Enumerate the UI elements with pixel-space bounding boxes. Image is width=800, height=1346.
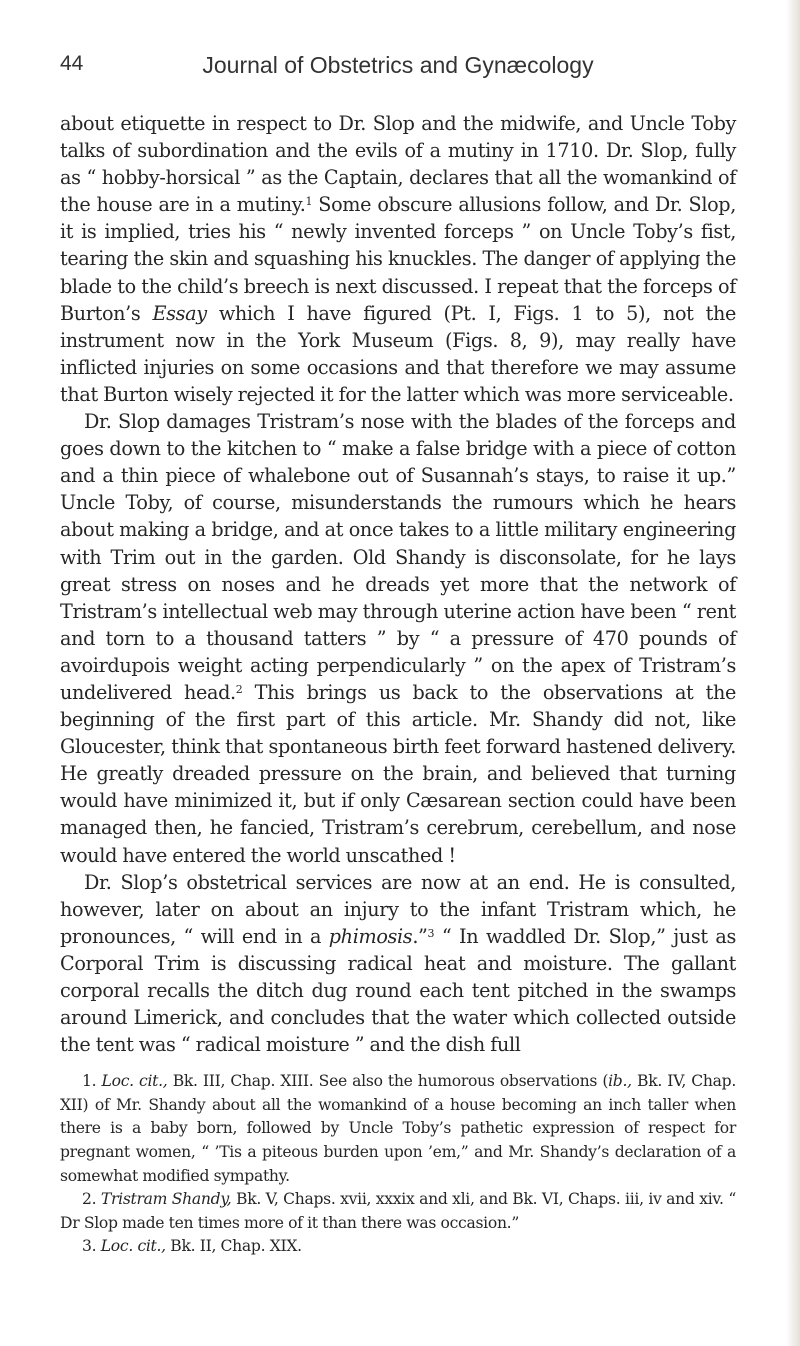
essay-title: Essay <box>152 301 207 325</box>
paragraph-2 <box>60 408 736 869</box>
footnote-ref-1: 1 <box>305 195 313 209</box>
paragraph-3-text-a: Dr. Slop’s obstetrical services are now at an end. He is consulted, however, later on about an injury to the infant Tristram which, he pronounces, “ will end in a <box>60 870 736 948</box>
article-body <box>60 110 736 1058</box>
footnote-3-number: 3. <box>82 1237 97 1256</box>
footnote-ref-2: 2 <box>235 682 243 696</box>
paragraph-2-text-a: Dr. Slop damages Tristram’s nose with the blades of the forceps and goes down to the kitchen to “ make a false bridge with a piece of cotton and a thin piece of whalebone out of Susannah’s stays, to raise it up.” Uncle Toby, of course, misunderstands the rumours which he hears about making a bridge, and at once takes to a little military engineering with Trim out in the garden. Old Shandy is disconsolate, for he lays great stress on noses and he dreads yet more that the network of Tristram’s intellectual web may through uterine action have been “ rent and torn to a thousand tatters ” by “ a pressure of 470 pounds of avoirdupois weight acting perpendicularly ” on the apex of Tristram’s undelivered head. <box>60 410 736 704</box>
paragraph-2-text-b: This brings us back to the observations at the beginning of the first part of this article. Mr. Shandy did not, like Gloucester, think that spontaneous birth feet forward hastened delivery. He greatly dreaded pressure on the brain, and believed that turning would have minimized it, but if only Cæsarean section could have been managed then, he fancied, Tristram’s cerebrum, cerebellum, and nose would have entered the world unscathed ! <box>60 680 736 867</box>
page-number: 44 <box>60 52 84 75</box>
journal-title: Journal of Obstetrics and Gynæcology <box>202 52 594 78</box>
footnote-2-number: 2. <box>82 1190 97 1209</box>
footnote-3 <box>60 1235 736 1259</box>
paragraph-1-text-b: Some obscure allusions follow, and Dr. Slop, it is implied, tries his “ newly invented forceps ” on Uncle Toby’s fist, tearing the skin and squashing his knuckles. The danger of applying the blade to the child’s breech is next discussed. I repeat that the forceps of Burton’s <box>60 193 736 325</box>
scan-edge-shadow <box>786 0 800 1346</box>
footnote-2-text: Bk. V, Chaps. xvii, xxxix and xli, and Bk. VI, Chaps. iii, iv and xiv. “ Dr Slop made ten times more of it than there was occasion.” <box>60 1190 736 1232</box>
paragraph-1-text-a: about etiquette in respect to Dr. Slop and the midwife, and Uncle Toby talks of subordination and the evils of a mutiny in 1710. Dr. Slop, fully as “ hobby-horsical ” as the Captain, declares that all the womankind of the house are in a mutiny. <box>60 112 736 217</box>
footnote-3-text: Bk. II, Chap. XIX. <box>165 1237 302 1256</box>
footnotes <box>60 1070 736 1259</box>
footnote-ref-3: 3 <box>427 926 435 940</box>
paragraph-3-text-c: “ In waddled Dr. Slop,” just as Corporal Trim is discussing radical heat and moisture. The gallant corporal recalls the ditch dug round each tent pitched in the swamps around Limerick, and concludes that the water which collected outside the tent was “ radical moisture ” and the dish full <box>60 924 736 1057</box>
footnote-3-citation: Loc. cit., <box>100 1237 166 1256</box>
footnote-1-text-b: Bk. IV, Chap. XII) of Mr. Shandy about all the womankind of a house becoming an inch taller when there is a baby born, followed by Uncle Toby’s pathetic expression of respect for pregnant women, “ ’Tis a piteous burden upon ’em,” and Mr. Shandy’s declaration of a somewhat modified sympathy. <box>60 1072 736 1185</box>
footnote-1-number: 1. <box>82 1072 97 1091</box>
running-header <box>60 52 736 90</box>
phimosis-term: phimosis <box>328 924 413 948</box>
footnote-1-ibid: ib., <box>608 1072 632 1091</box>
footnote-1-citation: Loc. cit., <box>101 1072 168 1091</box>
paragraph-3-text-b: .” <box>412 924 428 948</box>
paragraph-1-text-c: which I have figured (Pt. I, Figs. 1 to 5), not the instrument now in the York Museum (Figs. 8, 9), may really have inflicted injuries on some occasions and that therefore we may assume that Burton wisely rejected it for the latter which was more serviceable. <box>60 301 737 406</box>
page <box>60 52 736 1259</box>
footnote-2 <box>60 1188 736 1235</box>
footnote-1 <box>60 1070 736 1188</box>
paragraph-3 <box>60 869 736 1059</box>
paragraph-1 <box>60 110 736 408</box>
footnote-2-citation: Tristram Shandy, <box>100 1190 232 1209</box>
footnote-1-text-a: Bk. III, Chap. XIII. See also the humorous observations ( <box>167 1072 609 1091</box>
